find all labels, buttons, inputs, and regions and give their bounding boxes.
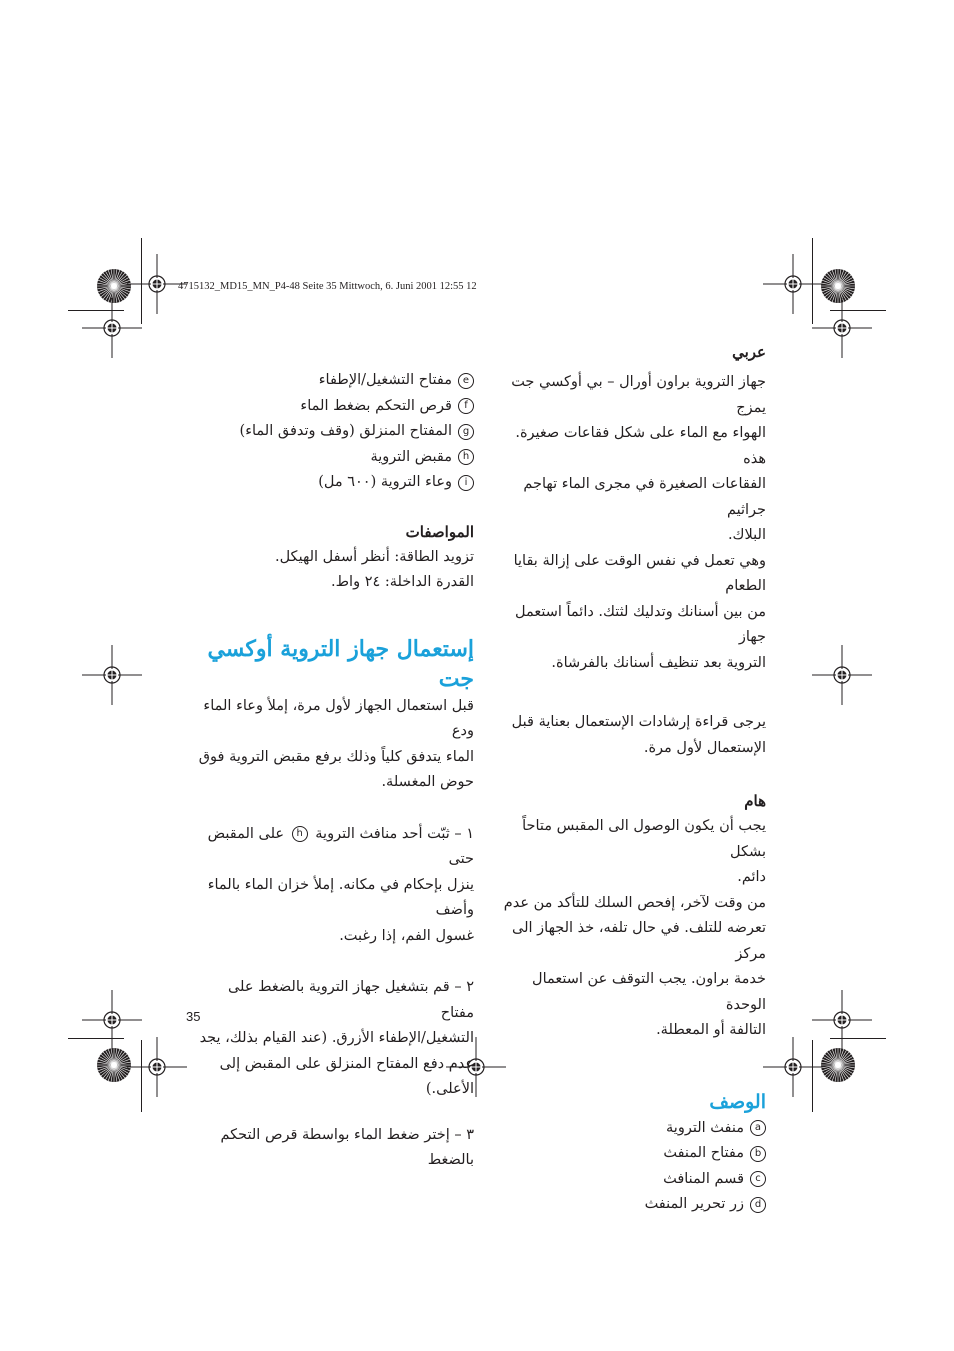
text-line: خدمة براون. يجب التوقف عن استعمال الوحدة bbox=[532, 971, 766, 1013]
text-line: التروية بعد تنظيف أسنانك بالفرشاة. bbox=[551, 654, 766, 671]
text-line: من وقت لآخر، إفحص السلك للتأكد من عدم bbox=[503, 894, 766, 911]
registration-crosshair bbox=[82, 645, 142, 705]
list-item bbox=[500, 1167, 766, 1193]
registration-crosshair bbox=[82, 298, 142, 358]
letter-b-badge: b bbox=[750, 1146, 766, 1162]
text-line: قبل استعمال الجهاز لأول مرة، إملأ وعاء الماء ودع bbox=[203, 697, 474, 739]
list-item bbox=[500, 1192, 766, 1218]
text-line: تزويد الطاقة: أنظر أسفل الهيكل. bbox=[274, 548, 474, 565]
description-heading: الوصف bbox=[709, 1090, 766, 1113]
text-line: الهواء مع الماء على شكل فقاعات صغيرة. هذه bbox=[515, 425, 766, 467]
usage-heading: إستعمال جهاز التروية أوكسي جت bbox=[207, 635, 474, 692]
text-line: ٣ – إختر ضغط الماء بواسطة قرص التحكم بالضغط bbox=[220, 1126, 474, 1168]
text-line: البلاك. bbox=[727, 527, 766, 543]
item-label: مفتاح المنفث bbox=[663, 1145, 744, 1161]
letter-a-badge: a bbox=[750, 1120, 766, 1136]
letter-h-badge: h bbox=[458, 449, 474, 465]
list-item bbox=[500, 1116, 766, 1142]
intro-paragraph bbox=[500, 370, 766, 549]
text-line: يرجى قراءة إرشادات الإستعمال بعناية قبل bbox=[511, 714, 766, 730]
step1-prefix: ١ – ثبّت أحد منافث التروية bbox=[315, 825, 474, 842]
letter-h-badge: h bbox=[292, 826, 308, 842]
text-line bbox=[196, 822, 474, 873]
step-3 bbox=[196, 1123, 474, 1174]
text-line: التالفة أو المعطلة. bbox=[656, 1022, 766, 1038]
letter-i-badge: i bbox=[458, 475, 474, 491]
registration-crosshair bbox=[812, 298, 872, 358]
list-item bbox=[500, 1141, 766, 1167]
read-instructions-paragraph bbox=[500, 710, 766, 761]
important-paragraph bbox=[500, 814, 766, 1044]
specs-list bbox=[196, 545, 474, 596]
item-label: زر تحرير المنفث bbox=[644, 1196, 744, 1212]
item-label: قسم المنافث bbox=[663, 1170, 744, 1187]
text-line: وهي تعمل في نفس الوقت على إزالة بقايا الطعام bbox=[513, 552, 766, 594]
list-item bbox=[196, 470, 474, 496]
text-line: من بين أسنانك وتدليك لثتك. دائماً استعمل جهاز bbox=[514, 603, 766, 645]
page-number: 35 bbox=[186, 1009, 201, 1024]
text-line: جهاز التروية براون أورال – بي أوكسي جت يمزج bbox=[511, 374, 766, 416]
text-line: حوض المغسلة. bbox=[381, 774, 474, 790]
letter-d-badge: d bbox=[750, 1197, 766, 1213]
registration-crosshair bbox=[127, 1037, 187, 1097]
text-line: تعرضه للتلف. في حال تلفه، خذ الجهاز الى مركز bbox=[512, 920, 766, 962]
usage-intro bbox=[196, 694, 474, 796]
list-item bbox=[196, 445, 474, 471]
specs-heading: المواصفات bbox=[405, 522, 474, 541]
description-list bbox=[500, 1116, 766, 1218]
text-line: ٢ – قم بتشغيل جهاز التروية بالضغط على مفتاح bbox=[227, 979, 474, 1021]
intro-paragraph-2 bbox=[500, 549, 766, 677]
important-heading: هام bbox=[744, 792, 766, 810]
text-line: الماء يتدفق كلياً وذلك برفع مقبض التروية فوق bbox=[198, 748, 474, 765]
registration-starburst bbox=[820, 1047, 856, 1083]
text-line: القدرة الداخلة: ٢٤ واط. bbox=[331, 574, 474, 590]
text-line: يجب أن يكون الوصول الى المقبس متاحاً بشكل bbox=[522, 818, 766, 860]
step-2 bbox=[196, 975, 474, 1103]
letter-g-badge: g bbox=[458, 424, 474, 440]
print-header: 4715132_MD15_MN_P4-48 Seite 35 Mittwoch, 6. Juni 2001 12:55 12 bbox=[178, 281, 477, 292]
item-label: المفتاح المنزلق (وقف وتدفق الماء) bbox=[239, 423, 452, 439]
text-line: الفقاعات الصغيرة في مجرى الماء تهاجم جراثيم bbox=[523, 476, 766, 518]
letter-e-badge: e bbox=[458, 373, 474, 389]
item-label: مفتاح التشغيل/الإطفاء bbox=[318, 372, 452, 388]
text-line: غسول الفم، إذا رغبت. bbox=[339, 927, 474, 944]
text-line: دائم. bbox=[737, 869, 766, 885]
text-line: ينزل بإحكام في مكانه. إملأ خزان الماء بالماء وأضف bbox=[207, 876, 474, 918]
item-label: وعاء التروية (٦٠٠ مل) bbox=[318, 474, 452, 490]
right-column bbox=[500, 340, 766, 1218]
text-line: الإستعمال لأول مرة. bbox=[643, 739, 766, 756]
letter-c-badge: c bbox=[750, 1171, 766, 1187]
step-1 bbox=[196, 822, 474, 950]
step1-suffix: على المقبض حتى bbox=[207, 825, 474, 867]
text-line: التشغيل/الإطفاء الأزرق. (عند القيام بذلك، يجد bbox=[199, 1030, 474, 1046]
registration-crosshair bbox=[763, 1037, 823, 1097]
list-item bbox=[196, 394, 474, 420]
list-item bbox=[196, 419, 474, 445]
registration-crosshair bbox=[812, 645, 872, 705]
left-column bbox=[196, 368, 474, 1174]
description-list-continued bbox=[196, 368, 474, 496]
item-label: منفث التروية bbox=[666, 1119, 744, 1136]
text-line: عدم دفع المفتاح المنزلق على المقبض إلى الأعلى.) bbox=[219, 1055, 474, 1097]
language-heading: عربي bbox=[732, 343, 766, 361]
list-item bbox=[196, 368, 474, 394]
item-label: مقبض التروية bbox=[370, 448, 452, 465]
letter-f-badge: f bbox=[458, 398, 474, 414]
item-label: قرص التحكم بضغط الماء bbox=[300, 397, 452, 414]
